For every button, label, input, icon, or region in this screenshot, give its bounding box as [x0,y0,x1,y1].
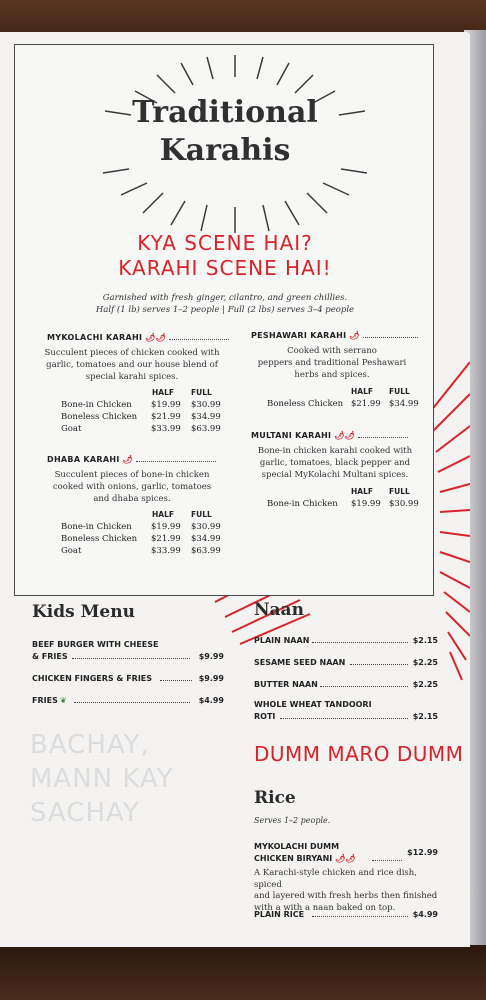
item-name: MYKOLACHI DUMM [254,842,340,851]
portion-note: Half (1 lb) serves 1–2 people | Full (2 lbs) serves 3–4 people [95,305,355,315]
full-price: $34.99 [191,412,221,422]
page-title-line-1: Traditional [132,95,318,130]
price-row [61,522,231,534]
dot-leader [74,696,190,703]
item-name: SESAME SEED NAAN [254,658,346,667]
row-label: Bone-in Chicken [61,400,132,410]
desc-line: Cooked with serrano [287,346,377,356]
full-header: FULL [191,388,212,397]
dumm-maro-dumm-heading: DUMM MARO DUMM [254,742,464,766]
chili-icon: 🌶🌶 [145,333,167,342]
menu-item [32,674,224,686]
desc-line: with a with a naan baked on top. [254,902,396,913]
row-label: Boneless Chicken [61,534,138,544]
item-name: MULTANI KARAHI [251,431,332,440]
full-header: FULL [191,510,212,519]
half-price: $33.99 [151,424,181,434]
leaf-icon: ❦ [60,696,67,705]
menu-item-title [251,431,408,440]
full-price: $63.99 [191,546,221,556]
price-row [61,412,231,424]
price-row [267,399,427,411]
half-price: $21.99 [151,534,181,544]
menu-item [254,636,438,648]
desc-line: garlic, tomatoes and our house blend of [46,360,218,370]
half-header: HALF [351,387,373,396]
row-label: Goat [61,424,82,434]
item-name: PESHAWARI KARAHI [251,331,347,340]
faded-slogan-line-3: SACHAY [30,798,140,828]
dot-leader [72,652,190,659]
dot-leader [169,334,229,340]
rice-title: Rice [254,788,296,808]
half-header: HALF [152,388,174,397]
dot-leader [312,910,408,917]
desc-line: A Karachi-style chicken and rice dish, spiced [254,868,417,890]
item-price: $12.99 [407,848,438,857]
dot-leader [136,456,216,462]
item-description [247,445,423,481]
item-description [37,347,227,383]
full-price: $34.99 [191,534,221,544]
full-price: $30.99 [389,499,419,509]
item-name: PLAIN NAAN [254,636,310,645]
item-name-line-2: & FRIES [32,652,68,661]
price-row [61,546,231,558]
item-price: $4.99 [412,910,438,919]
dot-leader [320,680,408,687]
traditional-karahis-box [14,44,434,596]
chili-icon: 🌶🌶 [334,431,356,440]
tagline-line-2: KARAHI SCENE HAI! [118,256,332,280]
half-price: $19.99 [151,400,181,410]
menu-item-title [47,455,216,464]
desc-line: and layered with fresh herbs then finished [254,891,438,901]
menu-item [254,680,438,692]
wooden-table-bottom [0,945,486,1000]
chili-icon: 🌶 [122,455,134,464]
rice-serves-note: Serves 1–2 people. [254,816,331,825]
row-label: Bone-in Chicken [61,522,132,532]
item-name: PLAIN RICE [254,910,305,919]
item-price: $2.25 [412,658,438,667]
desc-line: Succulent pieces of bone-in chicken [54,470,210,480]
item-price: $2.25 [412,680,438,689]
full-price: $30.99 [191,522,221,532]
menu-page [0,32,470,947]
price-row [61,534,231,546]
half-price: $19.99 [351,499,381,509]
naan-title: Naan [254,600,304,620]
item-price: $9.99 [198,674,224,683]
item-price: $2.15 [412,712,438,721]
menu-item-title [47,333,229,342]
desc-line: Bone-in chicken karahi cooked with [257,446,413,456]
chili-icon: 🌶🌶 [335,854,356,863]
item-price: $2.15 [412,636,438,645]
full-header: FULL [389,487,410,496]
menu-item [32,696,224,708]
item-name-line-2: ROTI [254,712,276,721]
price-row [61,400,231,412]
half-header: HALF [152,510,174,519]
desc-line: peppers and traditional Peshawari [257,358,407,368]
dot-leader [312,636,408,643]
price-row [267,499,427,511]
item-name: BUTTER NAAN [254,680,318,689]
tagline-line-1: KYA SCENE HAI? [137,231,313,255]
half-header: HALF [351,487,373,496]
row-label: Goat [61,546,82,556]
half-price: $21.99 [351,399,381,409]
dot-leader [363,332,418,338]
faded-slogan-line-1: BACHAY, [30,730,150,760]
kids-menu-title: Kids Menu [32,602,135,622]
dot-leader [350,658,408,665]
item-price: $9.99 [198,652,224,661]
page-title-line-2: Karahis [159,133,291,168]
menu-item-title [251,331,418,340]
item-name: BEEF BURGER WITH CHEESE [32,640,159,649]
menu-item [254,700,438,724]
desc-line: and dhaba spices. [93,494,171,504]
dot-leader [372,854,402,861]
half-price: $21.99 [151,412,181,422]
item-name: MYKOLACHI KARAHI [47,333,143,342]
row-label: Boneless Chicken [61,412,138,422]
item-name: CHICKEN FINGERS & FRIES [32,674,153,683]
desc-line: special MyKolachi Multani spices. [261,470,409,480]
row-label: Bone-in Chicken [267,499,338,509]
garnish-note: Garnished with fresh ginger, cilantro, and green chillies. [102,293,348,303]
full-price: $63.99 [191,424,221,434]
row-label: Boneless Chicken [267,399,344,409]
full-price: $30.99 [191,400,221,410]
desc-line: herbs and spices. [294,370,370,380]
item-description [37,469,227,505]
item-name-line-2: CHICKEN BIRYANI [254,854,333,863]
desc-line: special karahi spices. [85,372,179,382]
biryani-description [254,868,444,914]
menu-item [32,640,224,664]
item-name: WHOLE WHEAT TANDOORI [254,700,372,709]
dot-leader [160,674,192,681]
half-price: $19.99 [151,522,181,532]
menu-item [254,910,438,922]
dot-leader [280,712,408,719]
item-price: $4.99 [198,696,224,705]
faded-slogan-line-2: MANN KAY [30,764,174,794]
full-header: FULL [389,387,410,396]
dot-leader [358,432,408,438]
full-price: $34.99 [389,399,419,409]
item-name: DHABA KARAHI [47,455,120,464]
menu-item [254,842,438,866]
half-price: $33.99 [151,546,181,556]
item-name: FRIES [32,696,58,705]
menu-item [254,658,438,670]
price-row [61,424,231,436]
chili-icon: 🌶 [349,331,360,340]
desc-line: Succulent pieces of chicken cooked with [44,348,220,358]
item-description [247,345,417,381]
desc-line: garlic, tomatoes, black pepper and [259,458,411,468]
desc-line: cooked with onions, garlic, tomatoes [52,482,212,492]
